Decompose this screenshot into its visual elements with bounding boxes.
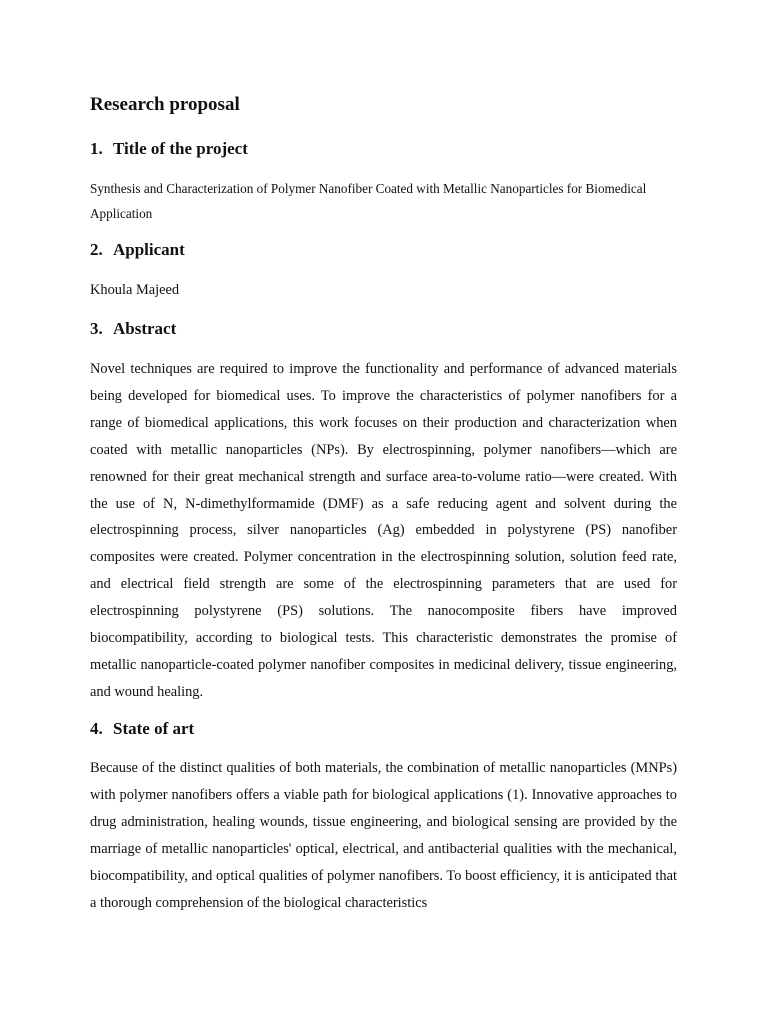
section-number: 4. — [90, 719, 103, 738]
section-heading-state-of-art — [90, 718, 194, 740]
section-title: State of art — [113, 719, 195, 738]
section-heading-title-of-project — [90, 138, 248, 160]
section-number: 1. — [90, 139, 103, 158]
abstract-paragraph: Novel techniques are required to improve the functionality and performance of advanced materials being developed for biomedical uses. To improve the characteristics of polymer nanofibers for a range of biomedical applications, this work focuses on their production and characterization when coated with metallic nanoparticles (NPs). By electrospinning, polymer nanofibers—which are renowned for their great mechanical strength and surface area-to-volume ratio—were created. With the use of N, N-dimethylformamide (DMF) as a safe reducing agent and solvent during the electrospinning process, silver nanoparticles (Ag) embedded in polystyrene (PS) nanofiber composites were created. Polymer concentration in the electrospinning solution, solution feed rate, and electrical field strength are some of the electrospinning parameters that are used for electrospinning polystyrene (PS) solutions. The nanocomposite fibers have improved biocompatibility, according to biological tests. This characteristic demonstrates the promise of metallic nanoparticle-coated polymer nanofiber composites in medicinal delivery, tissue engineering, and wound healing. — [90, 361, 677, 700]
section-number: 2. — [90, 240, 103, 259]
section-heading-abstract — [90, 318, 176, 340]
project-title-text: Synthesis and Characterization of Polymer Nanofiber Coated with Metallic Nanoparticles for Biomedical Application — [90, 181, 647, 221]
section-title: Applicant — [113, 240, 185, 259]
section-number: 3. — [90, 319, 103, 338]
section-title: Title of the project — [113, 139, 248, 158]
state-of-art-paragraph: Because of the distinct qualities of both materials, the combination of metallic nanoparticles (MNPs) with polymer nanofibers offers a viable path for biological applications (1). Innovative approaches to drug administration, healing wounds, tissue engineering, and biological sensing are provided by the marriage of metallic nanoparticles' optical, electrical, and antibacterial qualities with the mechanical, biocompatibility, and optical qualities of polymer nanofibers. To boost efficiency, it is anticipated that a thorough comprehension of the biological characteristics — [90, 760, 677, 911]
applicant-name: Khoula Majeed — [90, 282, 180, 298]
section-title: Abstract — [113, 319, 177, 338]
section-heading-applicant — [90, 239, 185, 261]
document-title: Research proposal — [90, 94, 240, 115]
